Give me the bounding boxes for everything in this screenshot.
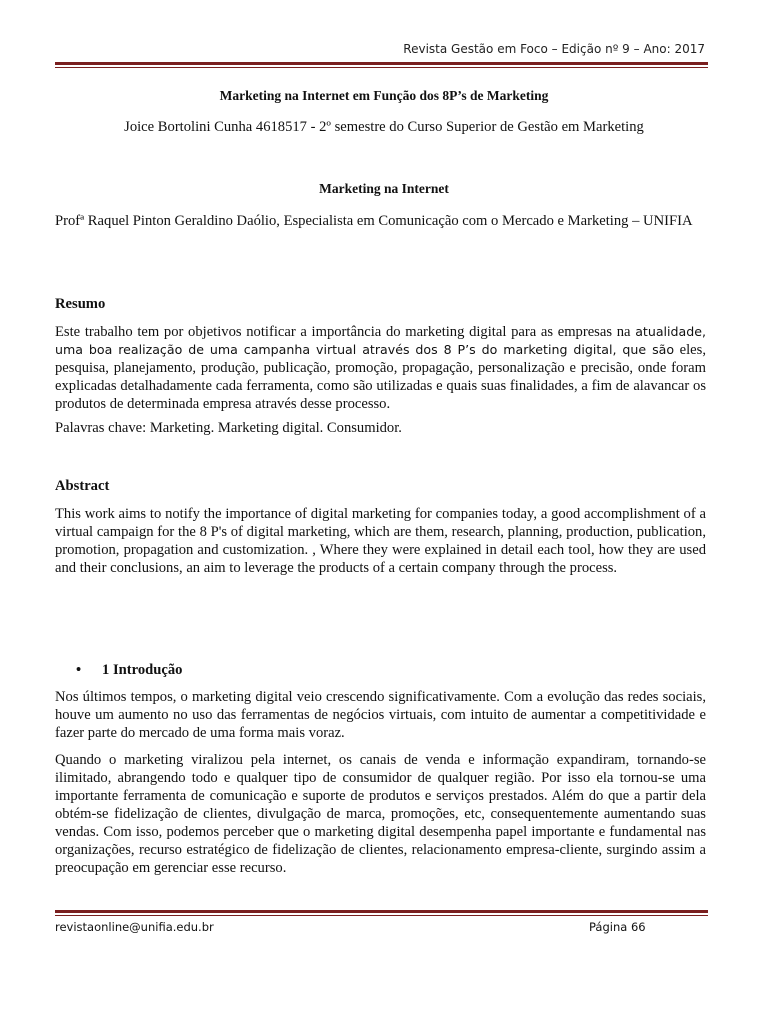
- footer-rule-thick: [55, 910, 708, 913]
- resumo-text-part1: Este trabalho tem por objetivos notificar a importância do marketing digital para as empresas na: [55, 324, 636, 340]
- resumo-text-sans: atualidade, uma boa realização de uma campanha virtual através dos 8 P’s do marketing digital, que são: [55, 324, 706, 357]
- intro-paragraph-2: Quando o marketing viralizou pela internet, os canais de venda e informação expandiram, tornando-se ilimitado, abrangendo todo e qualquer tipo de consumidor de qualquer região. Por isso ela tornou-se uma importante ferramenta de comunicação e suporte de produtos e serviços prestados. Além do que a partir dela obtém-se fidelização de clientes, divulgação de marca, promoções, etc, consequentemente aumentando suas vendas. Com isso, podemos perceber que o marketing digital desempenha papel importante e fundamental nas organizações, recurso estratégico de fidelização de clientes, relacionamento empresa-cliente, surgindo assim a preocupação em gerenciar esse recurso.: [55, 752, 706, 876]
- intro-paragraph-1: Nos últimos tempos, o marketing digital veio crescendo significativamente. Com a evolução das redes sociais, houve um aumento no uso das ferramentas de negócios virtuais, com intuito de aumentar a competitividade e fazer parte do mercado de uma forma mais voraz.: [55, 689, 706, 741]
- article-title: Marketing na Internet em Função dos 8P’s de Marketing: [219, 88, 549, 103]
- page-number: Página 66: [589, 920, 646, 934]
- running-header: Revista Gestão em Foco – Edição nº 9 – Ano: 2017: [403, 42, 705, 56]
- bullet-icon: •: [76, 662, 82, 678]
- footer-rule-thin: [55, 915, 708, 916]
- abstract-paragraph: This work aims to notify the importance of digital marketing for companies today, a good accomplishment of a virtual campaign for the 8 P's of digital marketing, which are them, research, planning, production, publication, promotion, propagation and customization. , Where they were explained in detail each tool, how they are used and their conclusions, an aim to leverage the products of a certain company through the process.: [55, 506, 706, 576]
- header-rule-thick: [55, 62, 708, 65]
- resumo-paragraph: [55, 323, 706, 413]
- abstract-heading: Abstract: [55, 478, 110, 494]
- intro-heading: [76, 661, 182, 679]
- keywords: Palavras chave: Marketing. Marketing digital. Consumidor.: [55, 420, 402, 436]
- resumo-heading: Resumo: [55, 296, 106, 312]
- resumo-text-part2: eles, pesquisa, planejamento, produção, publicação, promoção, propagação, personalização e precisão, onde foram explicadas detalhadamente cada ferramenta, como são utilizadas e quais suas finalidades, a fim de alavancar os produtos de determinada empresa através desse processo.: [55, 342, 706, 412]
- advisor-line: Profª Raquel Pinton Geraldino Daólio, Especialista em Comunicação com o Mercado e Marketing – UNIFIA: [55, 213, 693, 229]
- header-rule-thin: [55, 67, 708, 68]
- footer-email: revistaonline@unifia.edu.br: [55, 920, 214, 934]
- intro-heading-text: 1 Introdução: [102, 662, 183, 678]
- author-line: Joice Bortolini Cunha 4618517 - 2º semestre do Curso Superior de Gestão em Marketing: [124, 119, 644, 135]
- article-subtitle: Marketing na Internet: [319, 181, 449, 196]
